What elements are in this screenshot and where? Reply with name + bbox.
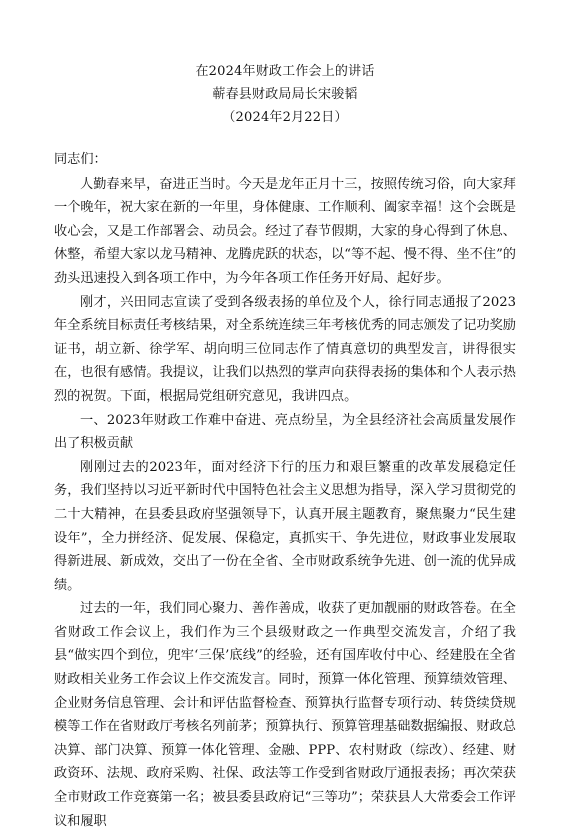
- speech-date: （2024年2月22日）: [222, 110, 348, 125]
- speaker-line: 蕲春县财政局局长宋骏韬: [212, 87, 358, 102]
- paragraph-achievements: 过去的一年，我们同心聚力、善作善成，收获了更加靓丽的财政答卷。在全省财政工作会议上，我们作为三个县级财政之一作典型交流发言，介绍了我县“做实四个到位，兜牢‘三保’底线”的经验，还有国库收付中心、经建股在全省财政相关业务工作会议上作交流发言。同时，预算一体化管理、预算绩效管理、企业财务信息管理、会计和评估监督检查、预算执行监督专项行动、转贷续贷规模等工作在省财政厅考核名列前茅；预算执行、预算管理基础数据编报、财政总决算、部门决算、预算一体化管理、金融、PPP、农村财政（综改）、经建、财政资环、法规、政府采购、社保、政法等工作受到省财政厅通报表扬；再次荣获全市财政工作竞赛第一名；被县委县政府记“三等功”；荣获县人大常委会工作评议和履职: [54, 601, 516, 829]
- section-heading-1: 一、2023年财政工作难中奋进、亮点纷呈，为全县经济社会高质量发展作出了积极贡献: [54, 412, 516, 452]
- paragraph-commendation: 刚才，兴田同志宣读了受到各级表扬的单位及个人，徐行同志通报了2023年全系统目标责任考核结果，对全系统连续三年考核优秀的同志颁发了记功奖励证书，胡立新、徐学军、胡向明三位同志作了情真意切的典型发言，讲得很实在，也很有感情。我提议，让我们以热烈的掌声向获得表扬的集体和个人表示热烈的祝贺。下面，根据局党组研究意见，我讲四点。: [54, 294, 516, 404]
- document-body: [54, 148, 516, 833]
- greeting: 同志们：: [54, 152, 107, 167]
- paragraph-2023-review: 刚刚过去的2023年，面对经济下行的压力和艰巨繁重的改革发展稳定任务，我们坚持以习近平新时代中国特色社会主义思想为指导，深入学习贯彻党的二十大精神，在县委县政府坚强领导下，认真开展主题教育，聚焦聚力“民生建设年”，全力拼经济、促发展、保稳定，真抓实干、争先进位，财政事业发展取得新进展、新成效，交出了一份在全省、全市财政系统争先进、创一流的优异成绩。: [54, 459, 516, 593]
- document-header: [0, 60, 570, 129]
- paragraph-opening: 人勤春来早，奋进正当时。今天是龙年正月十三，按照传统习俗，向大家拜一个晚年，祝大家在新的一年里，身体健康、工作顺利、阖家幸福！这个会既是收心会，又是工作部署会、动员会。经过了春节假期，大家的身心得到了休息、休整，希望大家以龙马精神、龙腾虎跃的状态，以“等不起、慢不得、坐不住”的劲头迅速投入到各项工作中，为今年各项工作任务开好局、起好步。: [54, 176, 516, 286]
- document-title: 在2024年财政工作会上的讲话: [195, 64, 375, 79]
